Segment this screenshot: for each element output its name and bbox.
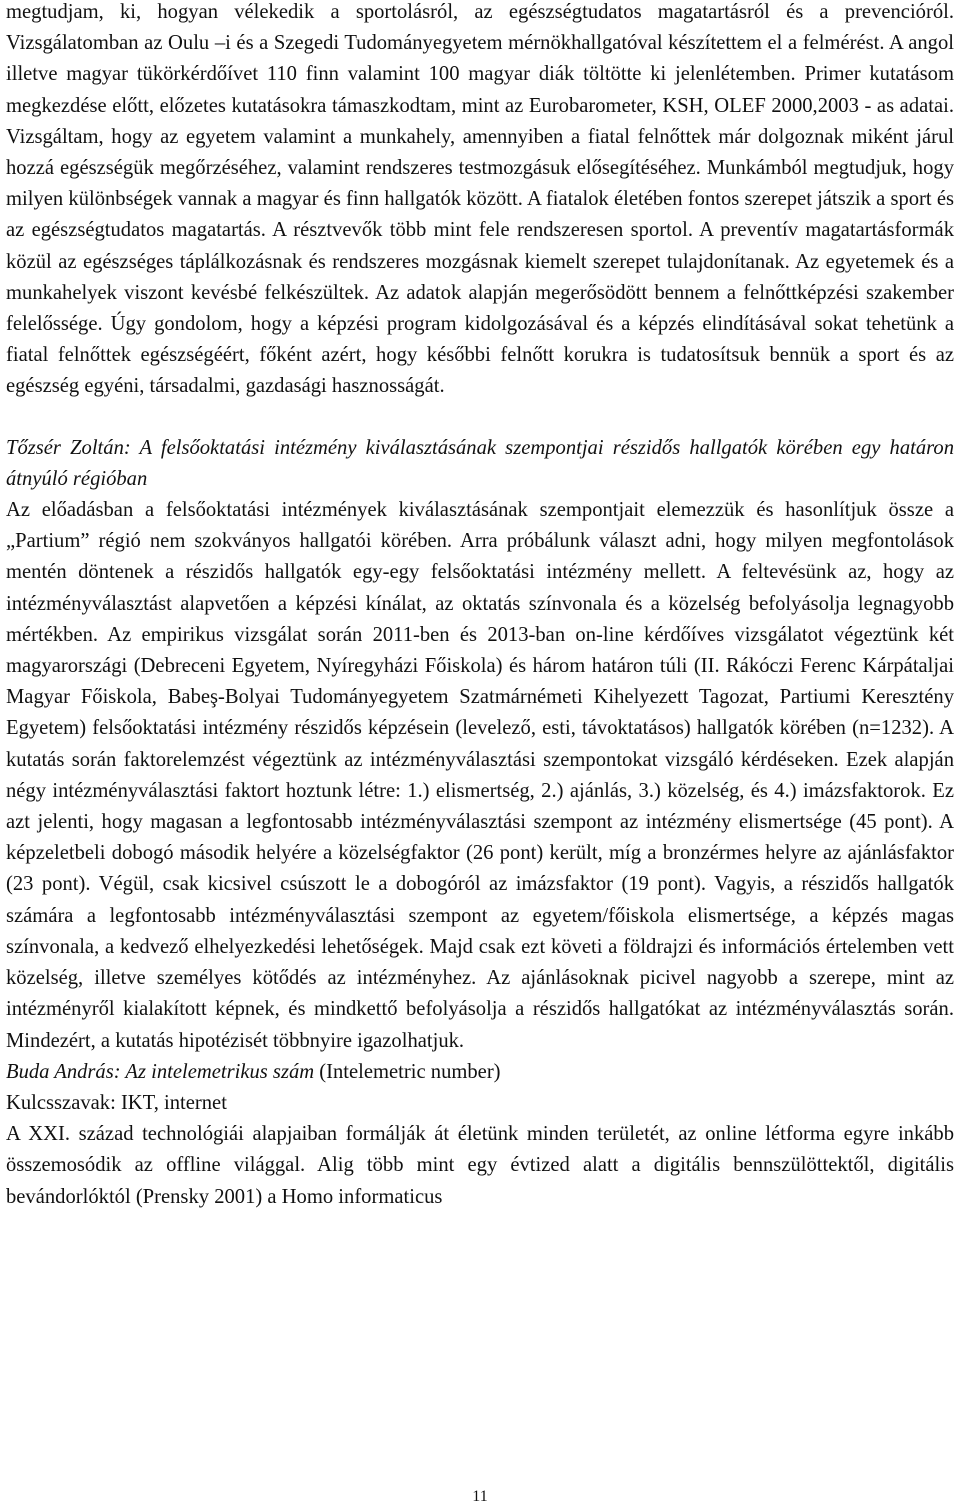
abstract-title-buda-english: (Intelemetric number)	[314, 1060, 501, 1083]
intro-paragraph: megtudjam, ki, hogyan vélekedik a sportolásról, az egészségtudatos magatartásról és a prevencióról. Vizsgálatomban az Oulu –i és a Szegedi Tudományegyetem mérnökhallgatóval készítettem el a felmérést. A angol illetve magyar tükörkérdőívet 110 finn valamint 100 magyar diák töltötte ki jelenlétemben. Primer kutatásom megkezdése előtt, előzetes kutatásokra támaszkodtam, mint az Eurobarometer, KSH, OLEF 2000,2003 - as adatai. Vizsgáltam, hogy az egyetem valamint a munkahely, amennyiben a fiatal felnőttek már dolgoznak miként járul hozzá egészségük megőrzéséhez, valamint rendszeres testmozgásuk elősegítéséhez. Munkámból megtudjuk, hogy milyen különbségek vannak a magyar és finn hallgatók között. A fiatalok életében fontos szerepet játszik a sport és az egészségtudatos magatartás. A résztvevők több mint fele rendszeresen sportol. A preventív magatartásformák közül az egészséges táplálkozásnak és rendszeres mozgásnak kiemelt szerepet tulajdonítanak. Az egyetemek és a munkahelyek viszont kevésbé felkészültek. Az adatok alapján megerősödött bennem a felnőttképzési szakember felelőssége. Úgy gondolom, hogy a képzési program kidolgozásával és a képzés elindításával sokat tehetünk a fiatal felnőttek egészségéért, főként azért, hogy későbbi felnőtt korukra is tudatosítsuk bennük a sport és az egészség egyéni, társadalmi, gazdasági hasznosságát.	[6, 1, 954, 398]
abstract-body-buda: A XXI. század technológiái alapjaiban formálják át életünk minden területét, az online létforma egyre inkább összemosódik az offline világgal. Alig több mint egy évtized alatt a digitális bennszülöttektől, digitális bevándorlóktól (Prensky 2001) a Homo informaticus	[6, 1123, 954, 1208]
keywords-line: Kulcsszavak: IKT, internet	[6, 1091, 227, 1114]
abstract-title-buda	[6, 1057, 954, 1088]
abstract-title-tozser: Tőzsér Zoltán: A felsőoktatási intézmény kiválasztásának szempontjai részidős hallgatók körében egy határon átnyúló régióban	[6, 436, 954, 490]
abstract-body-tozser: Az előadásban a felsőoktatási intézmények kiválasztásának szempontjait elemezzük és hasonlítjuk össze a „Partium” régió nem szokványos hallgatói körében. Arra próbálunk választ adni, hogy milyen megfontolások mentén döntenek a részidős hallgatók egy-egy felsőoktatási intézmény mellett. A feltevésünk az, hogy az intézményválasztást alapvetően a képzési kínálat, az oktatás színvonala és a közelség befolyásolja legnagyobb mértékben. Az empirikus vizsgálat során 2011-ben és 2013-ban on-line kérdőíves vizsgálatot végeztünk két magyarországi (Debreceni Egyetem, Nyíregyházi Főiskola) és három határon túli (II. Rákóczi Ferenc Kárpátaljai Magyar Főiskola, Babeş-Bolyai Tudományegyetem Szatmárnémeti Kihelyezett Tagozat, Partiumi Keresztény Egyetem) felsőoktatási intézmény részidős képzésein (levelező, esti, távoktatásos) hallgatók körében (n=1232). A kutatás során faktorelemzést végeztünk az intézményválasztási szempontokat vizsgáló kérdéseken. Ezek alapján négy intézményválasztási faktort hoztunk létre: 1.) elismertség, 2.) ajánlás, 3.) közelség, és 4.) imázsfaktorok. Ez azt jelenti, hogy magasan a legfontosabb intézményválasztási szempont az intézmény elismertsége (45 pont). A képzeletbeli dobogó második helyére a közelségfaktor (26 pont) került, míg a bronzérmes helyre az ajánlásfaktor (23 pont). Végül, csak kicsivel csúszott le a dobogóról az imázsfaktor (19 pont). Vagyis, a részidős hallgatók számára a legfontosabb intézményválasztási szempont az egyetem/főiskola elismertsége, a képzés magas színvonala, a kedvező elhelyezkedési lehetőségek. Majd csak ezt követi a földrajzi és információs értelemben vett közelség, illetve személyes kötődés az intézményhez. Az ajánlásoknak picivel nagyobb a szerepe, mint az intézményről kialakított képnek, és mindkettő befolyásolja a részidős hallgatókat az intézményválasztás során. Mindezért, a kutatás hipotézisét többnyire igazolhatjuk.	[6, 499, 954, 1052]
page-number: 11	[472, 1488, 488, 1505]
document-page	[6, 0, 954, 1213]
abstract-title-buda-italic: Buda András: Az intelemetrikus szám	[6, 1060, 315, 1083]
